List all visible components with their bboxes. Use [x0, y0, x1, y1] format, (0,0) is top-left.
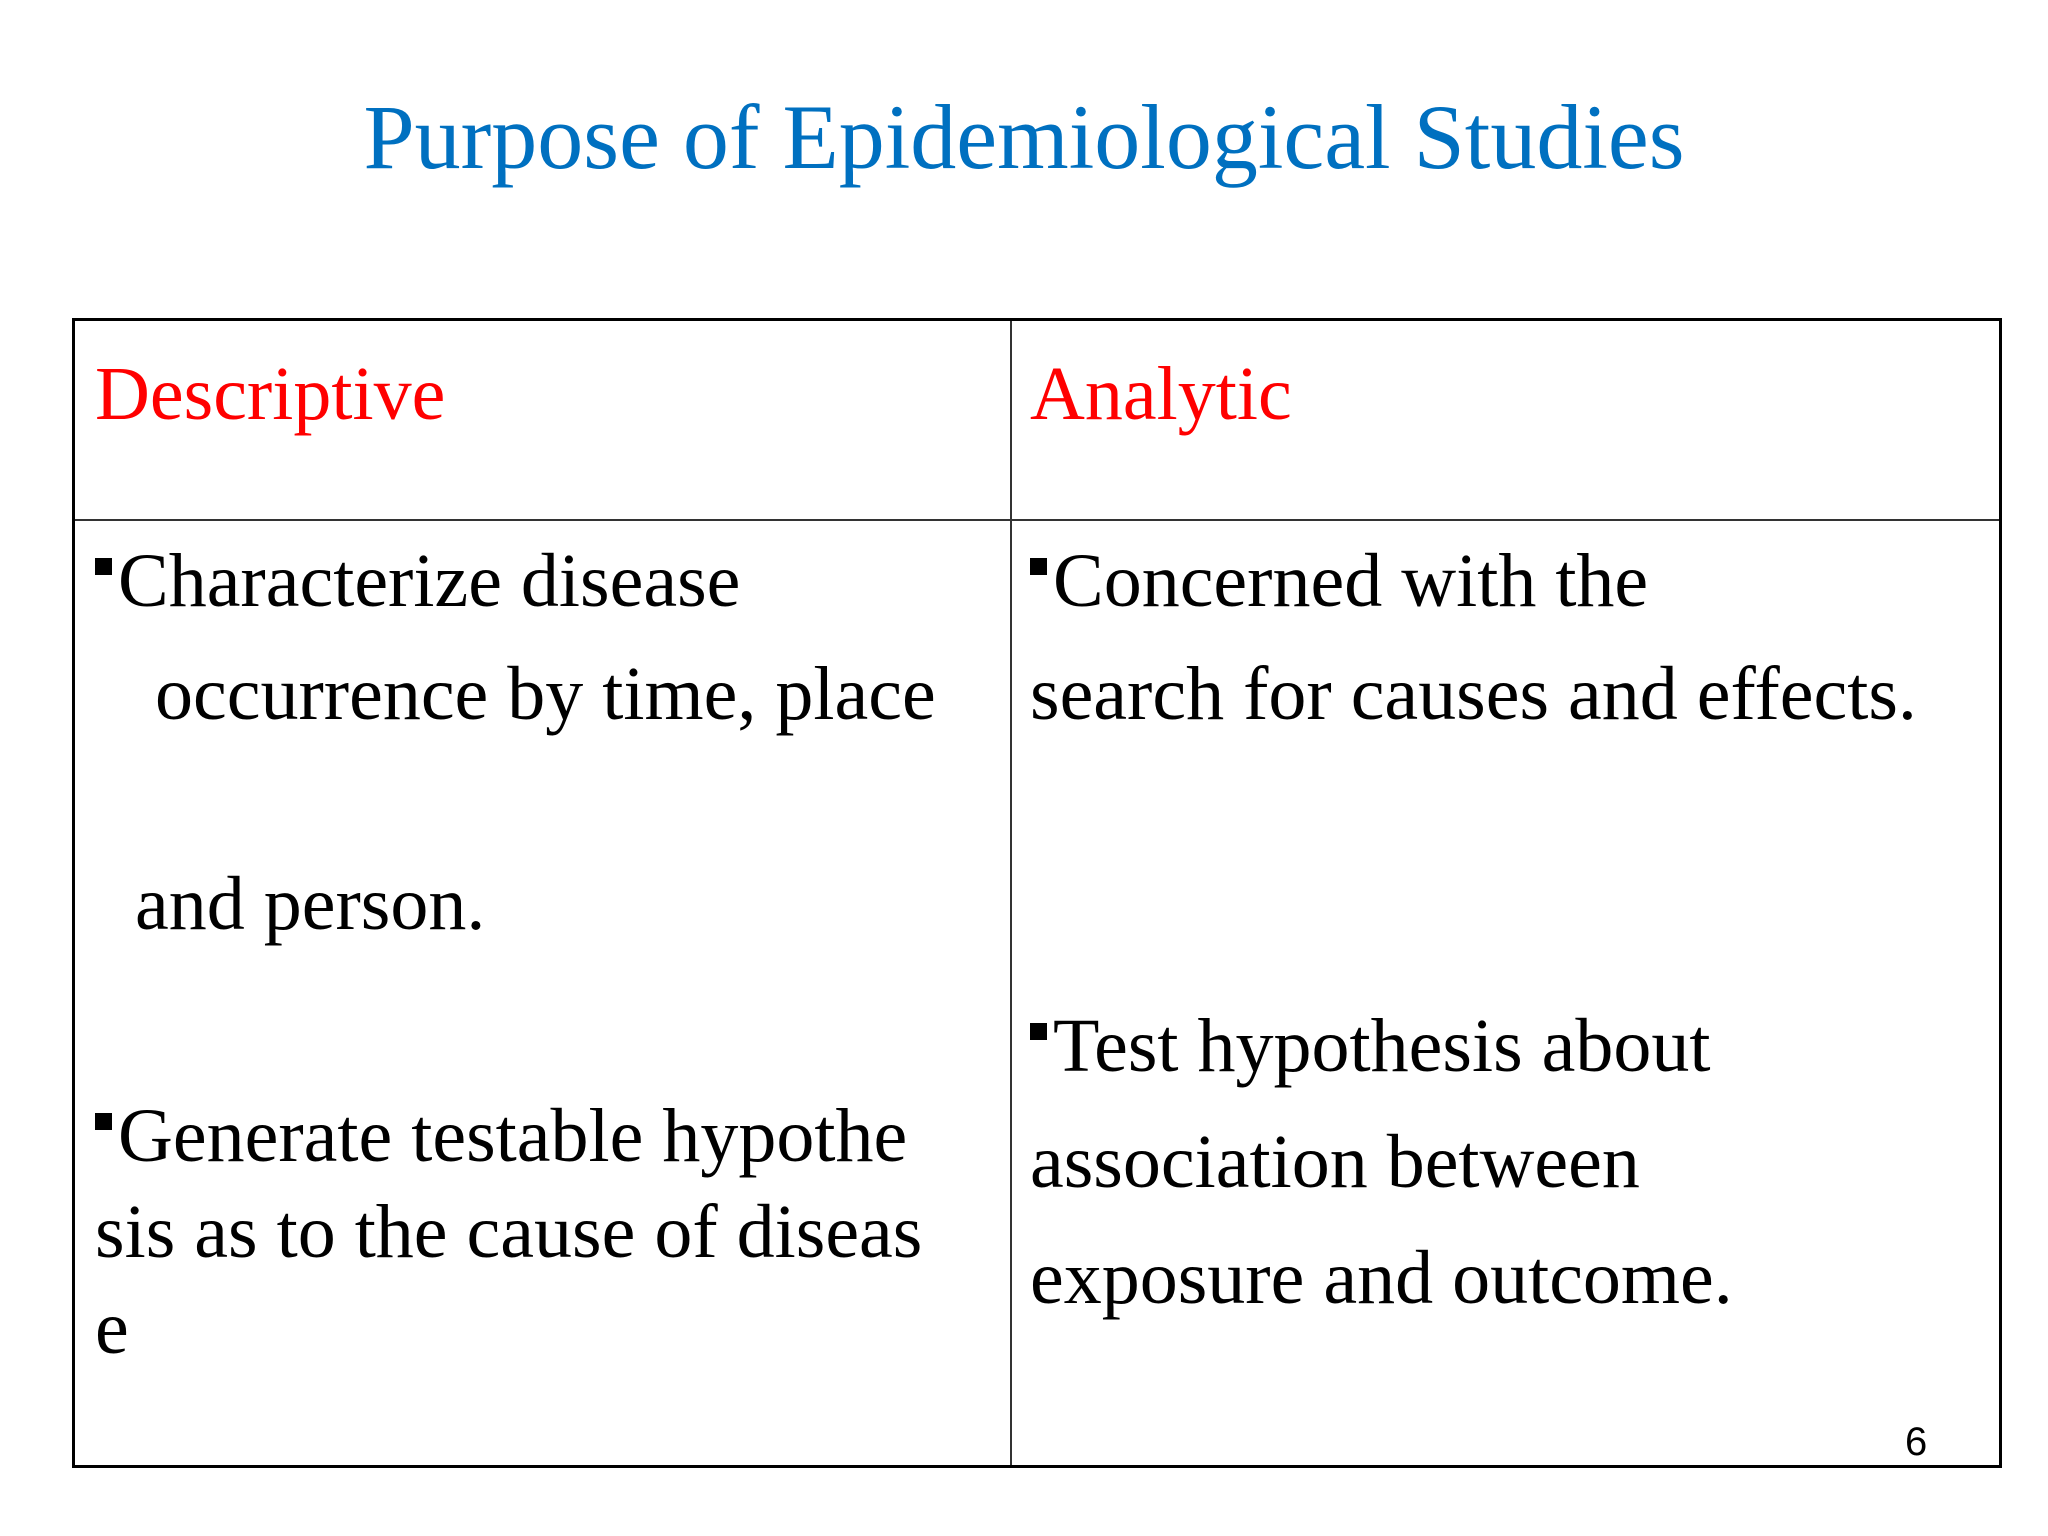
- comparison-table: [72, 318, 2002, 1468]
- descriptive-bullet-1-line-1: Characterize disease: [95, 536, 740, 626]
- descriptive-bullet-1-line-2: occurrence by time, place: [155, 652, 936, 736]
- descriptive-bullet-1-line-3: and person.: [135, 862, 486, 946]
- descriptive-bullet-2-line-1: Generate testable hypothe: [95, 1091, 907, 1181]
- column-divider: [1010, 321, 1012, 1465]
- analytic-bullet-1-line-2: search for causes and effects.: [1030, 652, 1917, 736]
- descriptive-header: Descriptive: [95, 352, 446, 436]
- square-bullet-icon: [1030, 1023, 1047, 1040]
- analytic-bullet-2-line-2: association between: [1030, 1120, 1640, 1204]
- square-bullet-icon: [1030, 558, 1047, 575]
- header-divider: [75, 519, 1999, 521]
- slide-title: Purpose of Epidemiological Studies: [363, 86, 1685, 188]
- square-bullet-icon: [95, 558, 112, 575]
- descriptive-bullet-2-line-3: e: [95, 1286, 129, 1370]
- page-number: 6: [1905, 1420, 1928, 1464]
- analytic-bullet-1-line-1: Concerned with the: [1030, 536, 1648, 626]
- square-bullet-icon: [95, 1113, 112, 1130]
- analytic-header: Analytic: [1030, 352, 1292, 436]
- descriptive-bullet-2-line-2: sis as to the cause of diseas: [95, 1190, 923, 1274]
- analytic-bullet-2-line-1: Test hypothesis about: [1030, 1001, 1711, 1091]
- analytic-bullet-2-line-3: exposure and outcome.: [1030, 1236, 1733, 1320]
